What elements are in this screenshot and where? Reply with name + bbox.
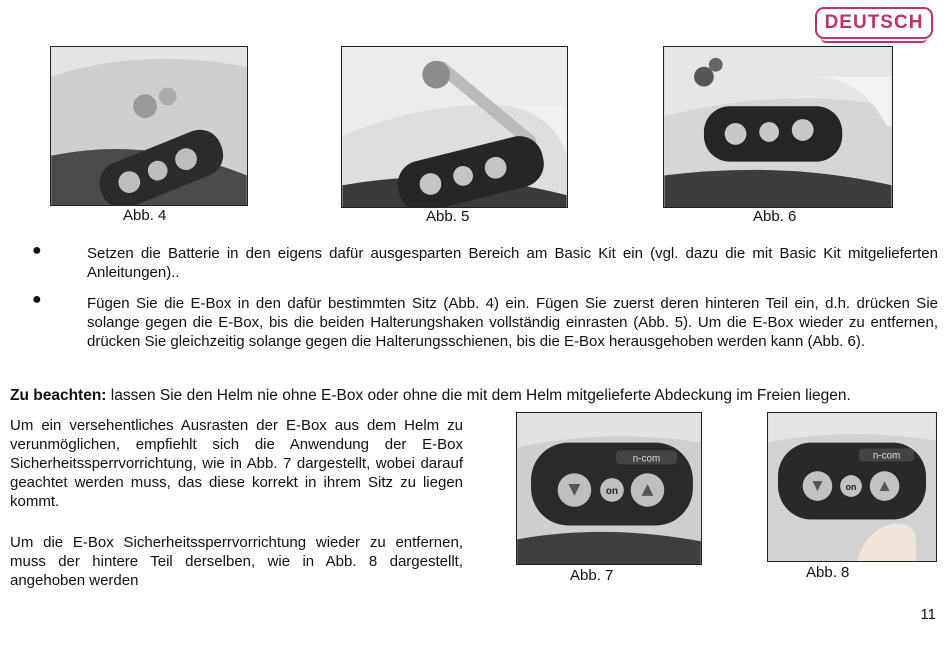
figure-5-caption: Abb. 5 <box>426 208 470 225</box>
figure-8-caption: Abb. 8 <box>806 564 850 581</box>
page-number: 11 <box>920 606 936 623</box>
figure-6-photo <box>663 46 893 208</box>
important-note <box>10 386 851 405</box>
figure-4-caption: Abb. 4 <box>123 207 167 224</box>
note-text: lassen Sie den Helm nie ohne E-Box oder ohne die mit dem Helm mitgelieferte Abdeckung im Freien liegen. <box>106 387 851 404</box>
figure-7-caption: Abb. 7 <box>570 567 614 584</box>
figure-8-illustration <box>768 413 936 561</box>
paragraph-safety-lock: Um ein versehentliches Ausrasten der E-Box aus dem Helm zu verunmöglichen, empfiehlt sich die Anwendung der E-Box Sicherheitssperrvorrichtung, wie in Abb. 7 dargestellt, wobei darauf geachtet werden muss, das diese korrekt in ihrem Sitz zu liegen kommt. <box>10 417 463 510</box>
figure-7-on-label: on <box>605 485 618 497</box>
figure-4-photo <box>50 46 248 206</box>
note-label: Zu beachten: <box>10 387 107 404</box>
figure-8-brand: n-com <box>872 450 901 462</box>
figure-8-on-label: on <box>845 481 857 492</box>
figure-6-caption: Abb. 6 <box>753 208 797 225</box>
figure-5-illustration <box>342 47 567 207</box>
bullet-2-symbol: ● <box>32 291 42 308</box>
bullet-1-symbol: ● <box>32 242 42 259</box>
figure-7-brand: n-com <box>632 453 661 465</box>
figure-8-photo <box>767 412 937 562</box>
paragraph-remove-lock: Um die E-Box Sicherheitssperrvorrichtung wieder zu entfernen, muss der hintere Teil derselben, wie in Abb. 8 dargestellt, angehoben werden <box>10 534 463 589</box>
language-badge <box>815 7 933 39</box>
bullet-2-text: Fügen Sie die E-Box in den dafür bestimmten Sitz (Abb. 4) ein. Fügen Sie zuerst deren hinteren Teil ein, d.h. drücken Sie solange gegen die E-Box, bis die beiden Halterungshaken vollständig einrasten (Abb. 5). Um die E-Box wieder zu entfernen, drücken Sie gleichzeitig solange gegen die Halterungsschienen, bis die E-Box herausgehoben werden kann (Abb. 6). <box>87 295 938 350</box>
figure-5-photo <box>341 46 568 208</box>
figure-7-photo <box>516 412 702 565</box>
figure-6-illustration <box>664 47 892 207</box>
figure-4-illustration <box>51 47 247 205</box>
language-badge-label: DEUTSCH <box>824 12 924 33</box>
bullet-1-text: Setzen die Batterie in den eigens dafür ausgesparten Bereich am Basic Kit ein (vgl. dazu die mit Basic Kit mitgelieferten Anleitungen).. <box>87 245 938 281</box>
figure-7-illustration <box>517 413 701 564</box>
